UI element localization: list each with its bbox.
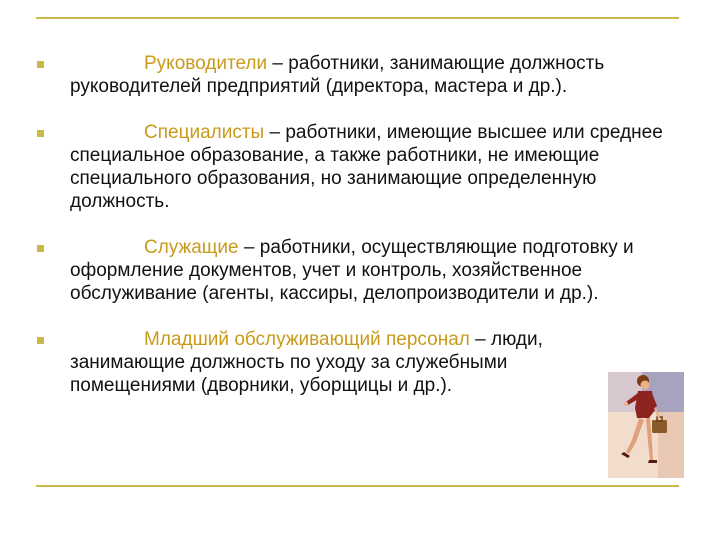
term-description: – люди, занимающие должность по уходу за служебными помещениями (дворники, уборщицы и др.). <box>70 329 543 396</box>
bullet-marker-icon <box>37 245 44 252</box>
list-item <box>36 121 676 213</box>
bullet-marker-icon <box>37 61 44 68</box>
term-label: Младший обслуживающий персонал <box>144 329 470 350</box>
bottom-divider <box>36 485 679 487</box>
term-label: Специалисты <box>144 122 265 143</box>
term-description: – работники, занимающие должность руководителей предприятий (директора, мастера и др.). <box>70 53 605 97</box>
term-description: – работники, осуществляющие подготовку и оформление документов, учет и контроль, хозяйственное обслуживание (агенты, кассиры, делопроизводители и др.). <box>70 237 634 304</box>
bullet-marker-icon <box>37 337 44 344</box>
list-item <box>36 52 676 98</box>
list-item <box>36 328 605 397</box>
top-divider <box>36 17 679 19</box>
term-label: Служащие <box>144 237 239 258</box>
bullet-list <box>36 52 676 420</box>
bullet-marker-icon <box>37 130 44 137</box>
term-description: – работники, имеющие высшее или среднее специальное образование, а также работники, не имеющие специального образования, но занимающие определенную должность. <box>70 122 663 212</box>
list-item <box>36 236 676 305</box>
term-label: Руководители <box>144 53 268 74</box>
businesswoman-clipart-icon <box>608 372 684 478</box>
